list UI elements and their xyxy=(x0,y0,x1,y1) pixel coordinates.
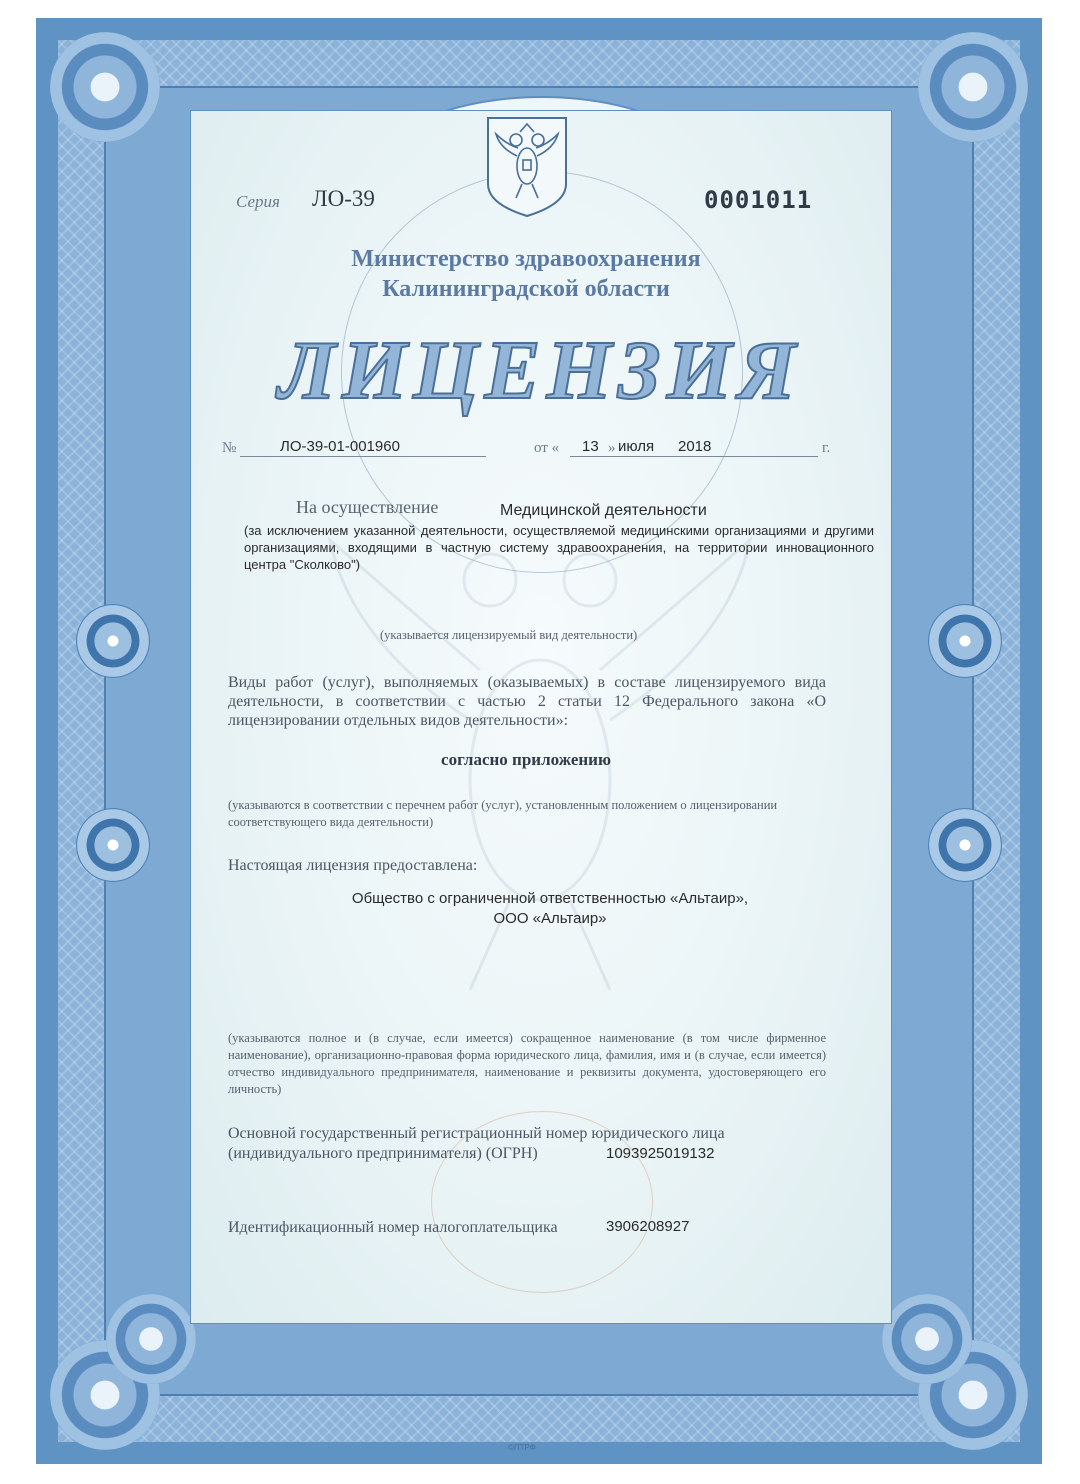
day-close-quote: » xyxy=(608,440,616,456)
medallion-right-1 xyxy=(928,604,1002,678)
document-title: ЛИЦЕНЗИЯ xyxy=(278,324,802,417)
works-caption: (указываются в соответствии с перечнем работ (услуг), установленным положением о лицензировании соответствующего вида деятельности) xyxy=(228,798,778,829)
number-underline xyxy=(240,456,486,457)
corner-ornament-top-left xyxy=(50,32,160,142)
activity-caption: (указывается лицензируемый вид деятельности) xyxy=(380,628,638,642)
ogrn-value: 1093925019132 xyxy=(606,1145,715,1162)
coat-of-arms-emblem xyxy=(484,114,570,218)
medallion-left-1 xyxy=(76,604,150,678)
background-eagle-watermark xyxy=(290,520,790,1040)
activity-value: Медицинской деятельности xyxy=(500,502,707,519)
licensee-caption: (указываются полное и (в случае, если имеется) сокращенное наименование (в том числе фирменное наименование), организационно-правовая форма юридического лица, фамилия, имя и (в случае, если имеется) отчество индивидуального предпринимателя, наименование и реквизиты документа, удостоверяющего его личность) xyxy=(228,1031,826,1096)
date-from-label: от « xyxy=(534,440,560,456)
licensee-full-name: Общество с ограниченной ответственностью «Альтаир», xyxy=(351,890,749,907)
license-year: 2018 xyxy=(678,438,712,455)
form-number: 0001011 xyxy=(704,186,813,214)
ogrn-label-line-2: (индивидуального предпринимателя) (ОГРН) xyxy=(228,1145,538,1162)
inn-label: Идентификационный номер налогоплательщика xyxy=(228,1219,558,1236)
works-value: согласно приложению xyxy=(441,750,611,769)
licensee-label: Настоящая лицензия предоставлена: xyxy=(228,857,478,874)
activity-detail: (за исключением указанной деятельности, осуществляемой медицинскими организациями и другими организациями, входящими в частную систему здравоохранения, на территории инновационного центра "Сколково") xyxy=(244,523,874,572)
license-day: 13 xyxy=(582,438,599,455)
number-label: № xyxy=(222,440,237,456)
medallion-right-2 xyxy=(928,808,1002,882)
works-text: Виды работ (услуг), выполняемых (оказываемых) в составе лицензируемого вида деятельности, в соответствии с частью 2 статьи 12 Федерального закона «О лицензировании отдельных видов деятельности»: xyxy=(228,674,826,729)
licensee-short-name: ООО «Альтаир» xyxy=(493,910,607,927)
series-label: Серия xyxy=(236,192,280,211)
ministry-line-2: Калининградской области xyxy=(382,276,670,302)
license-number: ЛО-39-01-001960 xyxy=(280,438,400,455)
ornament-bottom-left-inner xyxy=(106,1294,196,1384)
series-value: ЛО-39 xyxy=(312,186,375,211)
year-suffix: г. xyxy=(822,440,831,456)
ministry-line-1: Министерство здравоохранения xyxy=(351,246,701,272)
activity-label: На осуществление xyxy=(296,497,439,517)
medallion-left-2 xyxy=(76,808,150,882)
ogrn-label-line-1: Основной государственный регистрационный номер юридического лица xyxy=(228,1125,725,1142)
corner-ornament-top-right xyxy=(918,32,1028,142)
ornament-bottom-right-inner xyxy=(882,1294,972,1384)
printer-mark: ©ПТРФ xyxy=(508,1443,536,1452)
license-month: июля xyxy=(618,438,655,455)
inn-value: 3906208927 xyxy=(606,1218,690,1235)
